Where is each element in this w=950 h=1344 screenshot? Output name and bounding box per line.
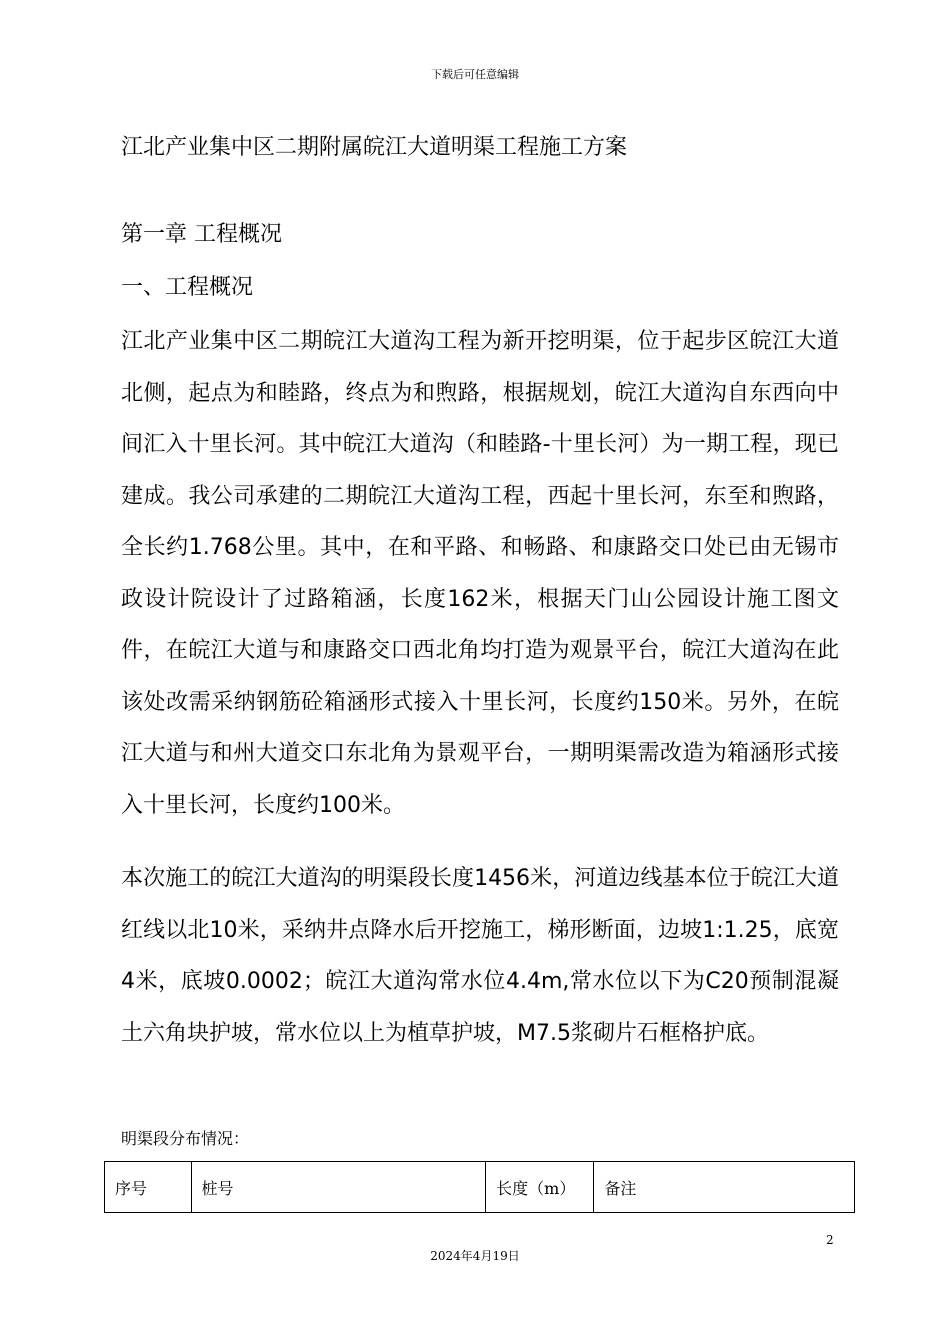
- construction-paragraph: 本次施工的皖江大道沟的明渠段长度1456米，河道边线基本位于皖江大道红线以北10米，采纳井点降水后开挖施工，梯形断面，边坡1:1.25，底宽4米，底坡0.0002；皖江大道沟常水位4.4m,常水位以下为C20预制混凝土六角块护坡，常水位以上为植草护坡，M7.5浆砌片石框格护底。: [121, 866, 839, 1046]
- chapter-heading: 第一章 工程概况: [121, 222, 282, 247]
- document-title: 江北产业集中区二期附属皖江大道明渠工程施工方案: [121, 135, 628, 160]
- section-heading: 一、工程概况: [121, 275, 254, 300]
- header-remarks: 备注: [594, 1162, 855, 1213]
- footer-date: 2024年4月19日: [430, 1249, 520, 1263]
- header-length: 长度（m）: [486, 1162, 594, 1213]
- table-caption: 明渠段分布情况：: [121, 1129, 250, 1148]
- table-header-row: [105, 1162, 855, 1213]
- overview-paragraph: 江北产业集中区二期皖江大道沟工程为新开挖明渠，位于起步区皖江大道北侧，起点为和睦路，终点为和煦路，根据规划，皖江大道沟自东西向中间汇入十里长河。其中皖江大道沟（和睦路-十里长河）为一期工程，现已建成。我公司承建的二期皖江大道沟工程，西起十里长河，东至和煦路，全长约1.768公里。其中，在和平路、和畅路、和康路交口处已由无锡市政设计院设计了过路箱涵，长度162米，根据天门山公园设计施工图文件，在皖江大道与和康路交口西北角均打造为观景平台，皖江大道沟在此该处改需采纳钢筋砼箱涵形式接入十里长河，长度约150米。另外，在皖江大道与和州大道交口东北角为景观平台，一期明渠需改造为箱涵形式接入十里长河，长度约100米。: [121, 329, 839, 818]
- header-serial-number: 序号: [105, 1162, 192, 1213]
- page-number: 2: [826, 1233, 834, 1247]
- channel-segment-table: [104, 1161, 855, 1213]
- header-station-number: 桩号: [191, 1162, 486, 1213]
- header-note: 下载后可任意编辑: [431, 68, 519, 81]
